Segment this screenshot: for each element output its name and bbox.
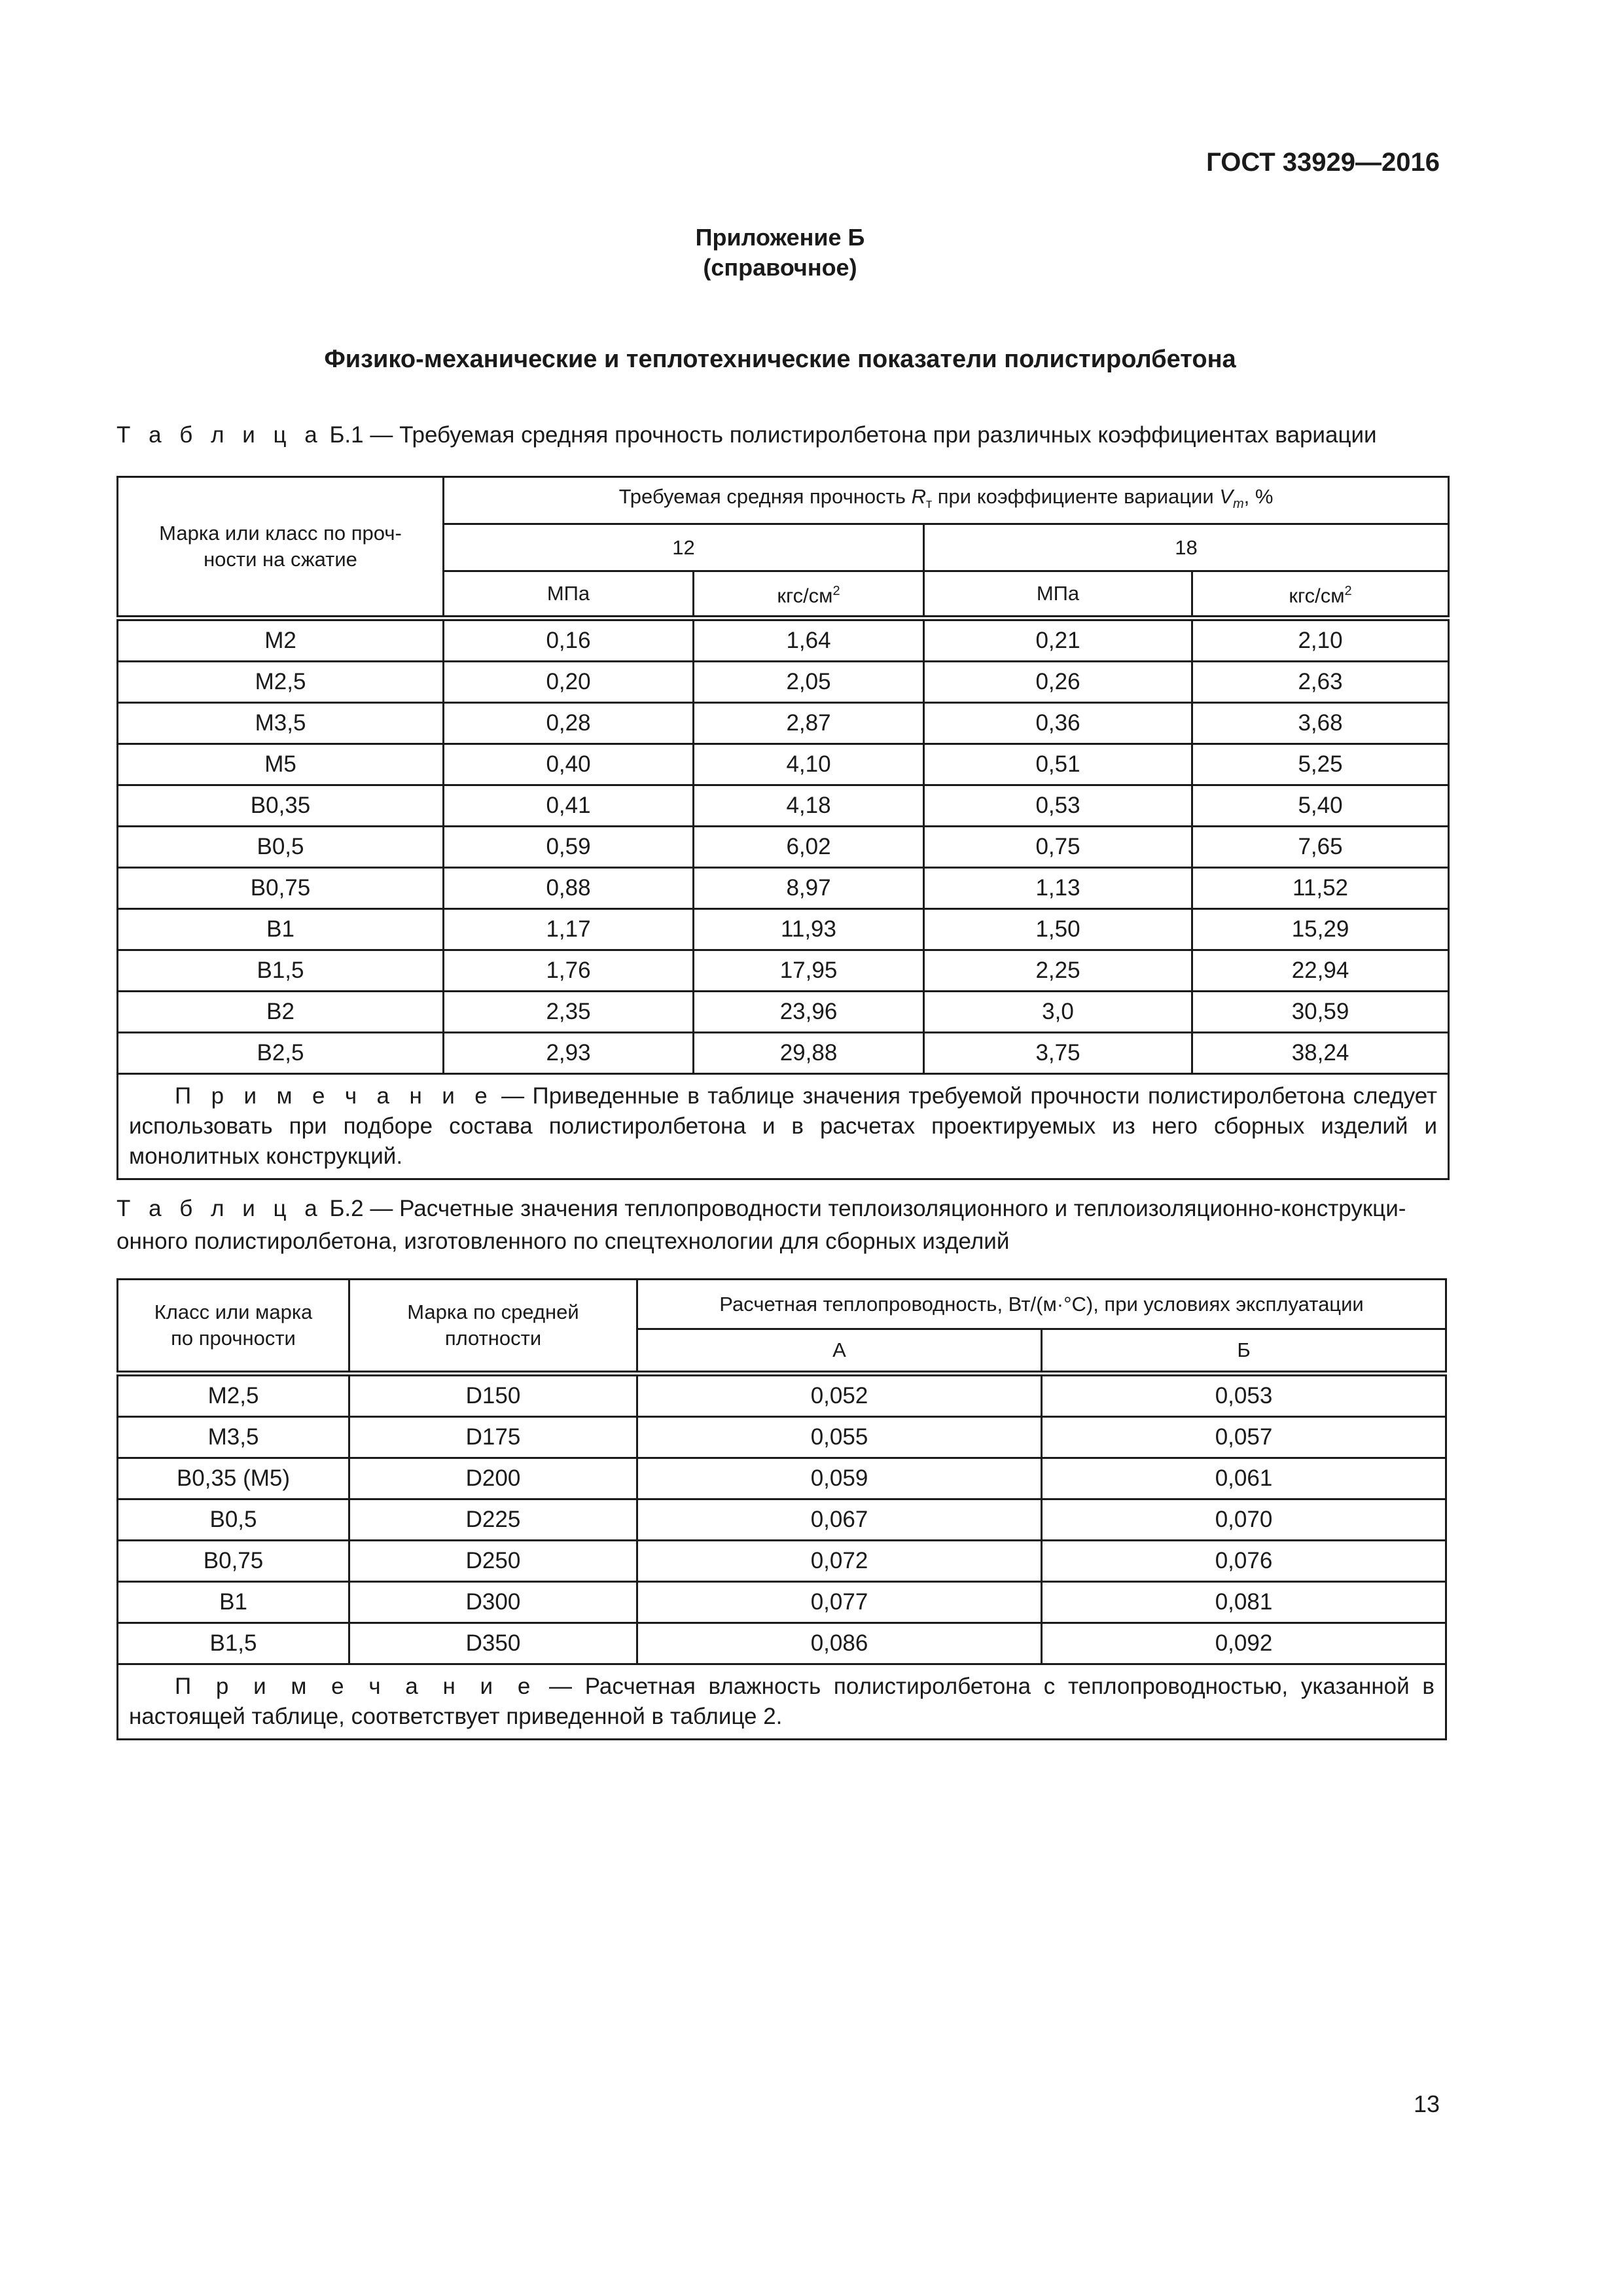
table-cell: 4,10 <box>694 744 924 785</box>
table2-caption-prefix: Т а б л и ц а <box>116 1196 323 1221</box>
table-cell: 0,53 <box>924 785 1192 827</box>
table-cell: 0,88 <box>444 868 694 909</box>
table-row <box>118 992 1449 1033</box>
table-cell: 17,95 <box>694 950 924 992</box>
table-cell: 2,93 <box>444 1033 694 1074</box>
table-row <box>118 1499 1446 1541</box>
table-cell: 0,052 <box>637 1374 1042 1417</box>
table-cell: В1,5 <box>118 1623 349 1664</box>
unit-kgs-18: кгс/$см^2$ <box>1192 571 1449 619</box>
table-cell: D175 <box>349 1417 637 1458</box>
table-cell: 2,25 <box>924 950 1192 992</box>
table-cell: 23,96 <box>694 992 924 1033</box>
table-cell: 1,64 <box>694 619 924 662</box>
col-header-cond-b: Б <box>1042 1329 1446 1374</box>
table-cell: 6,02 <box>694 827 924 868</box>
table2-caption <box>116 1193 1445 1258</box>
table-row <box>118 619 1449 662</box>
unit-kgs-12: кгс/$см^2$ <box>694 571 924 619</box>
table-cell: 0,055 <box>637 1417 1042 1458</box>
table-cell: В1 <box>118 909 444 950</box>
table-cell: 0,59 <box>444 827 694 868</box>
table-row <box>118 868 1449 909</box>
table-cell: 2,35 <box>444 992 694 1033</box>
table-cell: В2 <box>118 992 444 1033</box>
table-cell: 1,76 <box>444 950 694 992</box>
table-cell: 0,081 <box>1042 1582 1446 1623</box>
table-cell: 0,086 <box>637 1623 1042 1664</box>
table-row <box>118 1033 1449 1074</box>
table-row <box>118 827 1449 868</box>
table-cell: 0,059 <box>637 1458 1042 1499</box>
table-cell: 5,25 <box>1192 744 1449 785</box>
table-cell: В0,75 <box>118 1541 349 1582</box>
table-cell: 0,061 <box>1042 1458 1446 1499</box>
table-cell: 8,97 <box>694 868 924 909</box>
conductivity-table <box>116 1278 1447 1740</box>
table-cell: 0,072 <box>637 1541 1042 1582</box>
table-row <box>118 785 1449 827</box>
table-row <box>118 1417 1446 1458</box>
table-cell: 0,75 <box>924 827 1192 868</box>
table-cell: 3,0 <box>924 992 1192 1033</box>
table-cell: 0,077 <box>637 1582 1042 1623</box>
table-cell: В0,5 <box>118 827 444 868</box>
table-cell: 11,93 <box>694 909 924 950</box>
table-cell: В2,5 <box>118 1033 444 1074</box>
table-row <box>118 1541 1446 1582</box>
col-header-cond-a: А <box>637 1329 1042 1374</box>
table-cell: 0,20 <box>444 662 694 703</box>
table2-caption-text: Б.2 — Расчетные значения теплопроводности теплоизоляционного и теплоизоляционно-конструкци-онного полистиролбетона, изготовленного по спецтехнологии для сборных изделий <box>116 1196 1406 1254</box>
table2-note: П р и м е ч а н и е — Расчетная влажность полистиролбетона с теплопроводностью, указанной в настоящей таблице, соответствует приведенной в таблице 2. <box>118 1664 1446 1740</box>
table1-caption-text: Б.1 — Требуемая средняя прочность полистиролбетона при различных коэффициентах вариации <box>323 422 1377 448</box>
appendix-subtitle: (справочное) <box>703 254 857 281</box>
table-cell: 2,87 <box>694 703 924 744</box>
table-cell: 7,65 <box>1192 827 1449 868</box>
table-cell: В0,35 <box>118 785 444 827</box>
table-cell: D150 <box>349 1374 637 1417</box>
table-cell: В1 <box>118 1582 349 1623</box>
table-row <box>118 703 1449 744</box>
table-row <box>118 662 1449 703</box>
table-cell: 5,40 <box>1192 785 1449 827</box>
table1-caption <box>116 419 1445 452</box>
col-header-v18: 18 <box>924 524 1449 571</box>
table-cell: 2,05 <box>694 662 924 703</box>
table-cell: 0,28 <box>444 703 694 744</box>
table-cell: 0,36 <box>924 703 1192 744</box>
col-group-conductivity: Расчетная теплопроводность, Вт/(м·°С), при условиях эксплуатации <box>637 1280 1446 1329</box>
table-cell: 0,21 <box>924 619 1192 662</box>
table-cell: М2,5 <box>118 1374 349 1417</box>
table-cell: 0,057 <box>1042 1417 1446 1458</box>
table-cell: М5 <box>118 744 444 785</box>
table-cell: 0,076 <box>1042 1541 1446 1582</box>
table-cell: 22,94 <box>1192 950 1449 992</box>
table-cell: 0,092 <box>1042 1623 1446 1664</box>
table-cell: 2,10 <box>1192 619 1449 662</box>
table-cell: 0,51 <box>924 744 1192 785</box>
table-row <box>118 744 1449 785</box>
table-cell: В1,5 <box>118 950 444 992</box>
appendix-heading <box>0 223 1560 283</box>
table-cell: 0,26 <box>924 662 1192 703</box>
table-row <box>118 1374 1446 1417</box>
table-cell: М3,5 <box>118 1417 349 1458</box>
table-cell: D225 <box>349 1499 637 1541</box>
table-cell: 38,24 <box>1192 1033 1449 1074</box>
table-cell: В0,75 <box>118 868 444 909</box>
unit-mpa-12: МПа <box>444 571 694 619</box>
table-cell: 2,63 <box>1192 662 1449 703</box>
section-title: Физико-механические и теплотехнические показатели полистиролбетона <box>324 346 1236 373</box>
table-row <box>118 1623 1446 1664</box>
table-cell: 1,17 <box>444 909 694 950</box>
table-cell: 3,75 <box>924 1033 1192 1074</box>
table-row <box>118 1582 1446 1623</box>
table-cell: 11,52 <box>1192 868 1449 909</box>
table-cell: 0,41 <box>444 785 694 827</box>
table-cell: D200 <box>349 1458 637 1499</box>
col-header-v12: 12 <box>444 524 924 571</box>
table-row <box>118 909 1449 950</box>
table-cell: 15,29 <box>1192 909 1449 950</box>
table-cell: 0,053 <box>1042 1374 1446 1417</box>
table-cell: 0,40 <box>444 744 694 785</box>
table-cell: 4,18 <box>694 785 924 827</box>
table-cell: D350 <box>349 1623 637 1664</box>
col-header-mark: Марка или класс по проч-ности на сжатие <box>118 477 444 619</box>
col-header-class: Класс или марка по прочности <box>118 1280 349 1374</box>
table-cell: 3,68 <box>1192 703 1449 744</box>
table-cell: 0,067 <box>637 1499 1042 1541</box>
table-row <box>118 1458 1446 1499</box>
table-cell: М2 <box>118 619 444 662</box>
table-cell: М2,5 <box>118 662 444 703</box>
table-cell: В0,35 (М5) <box>118 1458 349 1499</box>
table1-note: П р и м е ч а н и е — Приведенные в таблице значения требуемой прочности полистиролбетона следует использовать при подборе состава полистиролбетона и в расчетах проектируемых из него сборных изделий и монолитных конструкций. <box>118 1074 1449 1179</box>
strength-table <box>116 476 1450 1180</box>
table-cell: 1,13 <box>924 868 1192 909</box>
table-cell: 0,070 <box>1042 1499 1446 1541</box>
page-number: 13 <box>1413 2090 1440 2117</box>
table-cell: 29,88 <box>694 1033 924 1074</box>
table-cell: 1,50 <box>924 909 1192 950</box>
col-group-strength: Требуемая средняя прочность $R_т$ при коэффициенте вариации $V_m$, % <box>444 477 1449 524</box>
table-cell: В0,5 <box>118 1499 349 1541</box>
table-cell: 0,16 <box>444 619 694 662</box>
document-code: ГОСТ 33929—2016 <box>1206 148 1440 177</box>
table-cell: D250 <box>349 1541 637 1582</box>
unit-mpa-18: МПа <box>924 571 1192 619</box>
table-cell: 30,59 <box>1192 992 1449 1033</box>
table1-caption-prefix: Т а б л и ц а <box>116 422 323 448</box>
table-cell: М3,5 <box>118 703 444 744</box>
table-cell: D300 <box>349 1582 637 1623</box>
appendix-title: Приложение Б <box>695 224 865 251</box>
table-row <box>118 950 1449 992</box>
col-header-density: Марка по средней плотности <box>349 1280 637 1374</box>
